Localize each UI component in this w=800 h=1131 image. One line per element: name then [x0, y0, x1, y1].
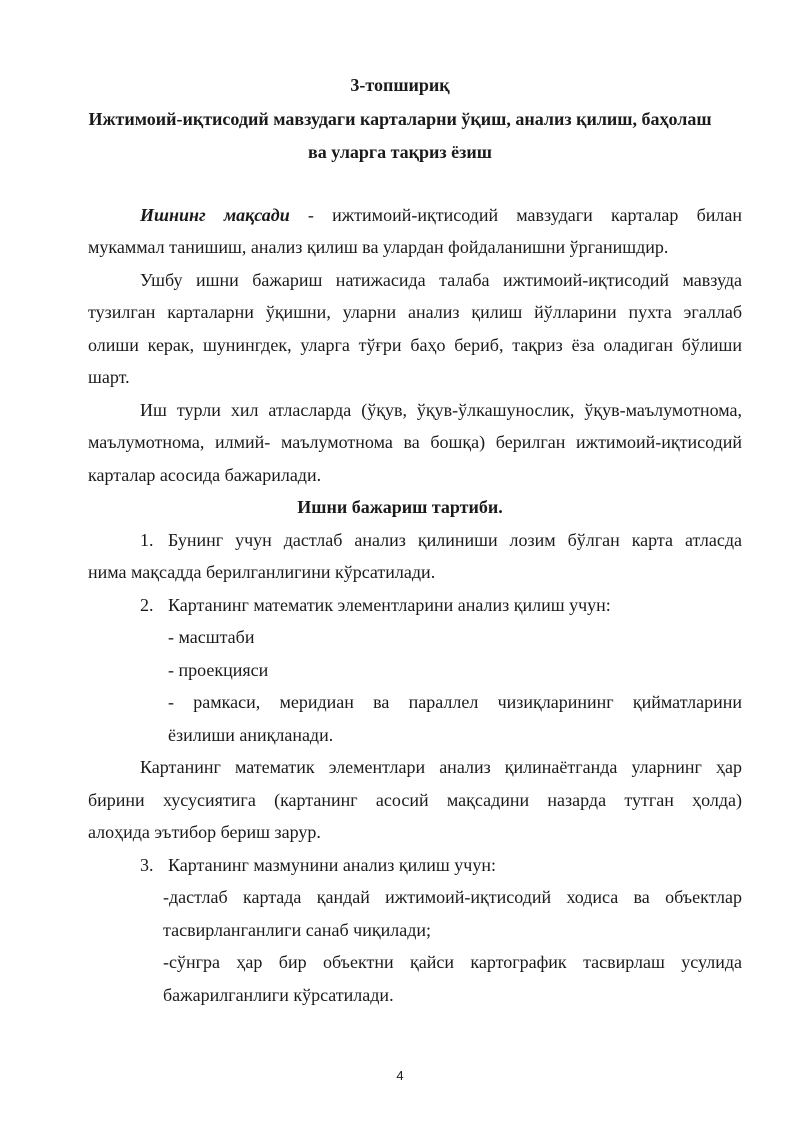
para2-line-3: олиши керак, шунингдек, уларга тўғри баҳо бериб, тақриз ёза оладиган бўлиши [88, 335, 742, 355]
item1-line-1: Бунинг учун дастлаб анализ қилиниши лозим бўлган карта атласда [168, 530, 742, 550]
item3-sub1-line-1: -дастлаб картада қандай ижтимоий-иқтисодий ходиса ва объектлар [163, 887, 742, 907]
para3-line-1: Иш турли хил атласларда (ўқув, ўқув-ўлкашунослик, ўқув-маълумотнома, [140, 400, 742, 420]
purpose-label: Ишнинг мақсади [140, 205, 290, 225]
para2-line-1: Ушбу ишни бажариш натижасида талаба ижтимоий-иқтисодий мавзуда [140, 270, 742, 290]
para4-line-3: алоҳида эътибор бериш зарур. [88, 822, 321, 842]
title-line-1: Ижтимоий-иқтисодий мавзудаги карталарни ўқиш, анализ қилиш, баҳолаш [88, 109, 712, 129]
item3-sub1-line-2: тасвирланганлиги санаб чиқилади; [163, 920, 432, 940]
item2-sub-scale: - масштаби [168, 627, 255, 647]
para2-line-4: шарт. [88, 367, 130, 387]
para2-line-2: тузилган карталарни ўқишни, уларни анализ қилиш йўлларини пухта эгаллаб [88, 302, 742, 322]
item2-sub-projection: - проекцияси [168, 660, 269, 680]
task-number: 3-топшириқ [350, 75, 450, 95]
purpose-line-1 [140, 206, 742, 224]
para4-line-1: Картанинг математик элементлари анализ қилинаётганда уларнинг ҳар [140, 757, 742, 777]
procedure-heading: Ишни бажариш тартиби. [297, 497, 503, 517]
purpose-line-2: мукаммал танишиш, анализ қилиш ва улардан фойдаланишни ўрганишдир. [88, 237, 669, 257]
item2-line-1: Картанинг математик элементларини анализ қилиш учун: [168, 595, 611, 615]
item2-number: 2. [140, 595, 154, 615]
item3-sub2-line-2: бажарилганлиги кўрсатилади. [163, 985, 394, 1005]
title-line-2: ва уларга тақриз ёзиш [308, 142, 492, 162]
item2-sub-frame-line-2: ёзилиши аниқланади. [168, 725, 334, 745]
item3-sub2-line-1: -сўнгра ҳар бир объектни қайси картографик тасвирлаш усулида [163, 952, 742, 972]
para4-line-2: бирини хусусиятига (картанинг асосий мақсадини назарда тутган ҳолда) [88, 790, 742, 810]
item1-number: 1. [140, 530, 154, 550]
item2-sub-frame-line-1: - рамкаси, меридиан ва параллел чизиқларининг қийматларини [168, 692, 742, 712]
item1-line-2: нима мақсадда берилганлигини кўрсатилади. [88, 562, 436, 582]
para3-line-2: маълумотнома, илмий- маълумотнома ва бошқа) берилган ижтимоий-иқтисодий [88, 432, 742, 452]
item3-line-1: Картанинг мазмунини анализ қилиш учун: [168, 855, 496, 875]
item3-number: 3. [140, 855, 154, 875]
purpose-text: - ижтимоий-иқтисодий мавзудаги карталар билан [289, 205, 743, 225]
para3-line-3: карталар асосида бажарилади. [88, 465, 322, 485]
page-number: 4 [396, 1068, 404, 1083]
